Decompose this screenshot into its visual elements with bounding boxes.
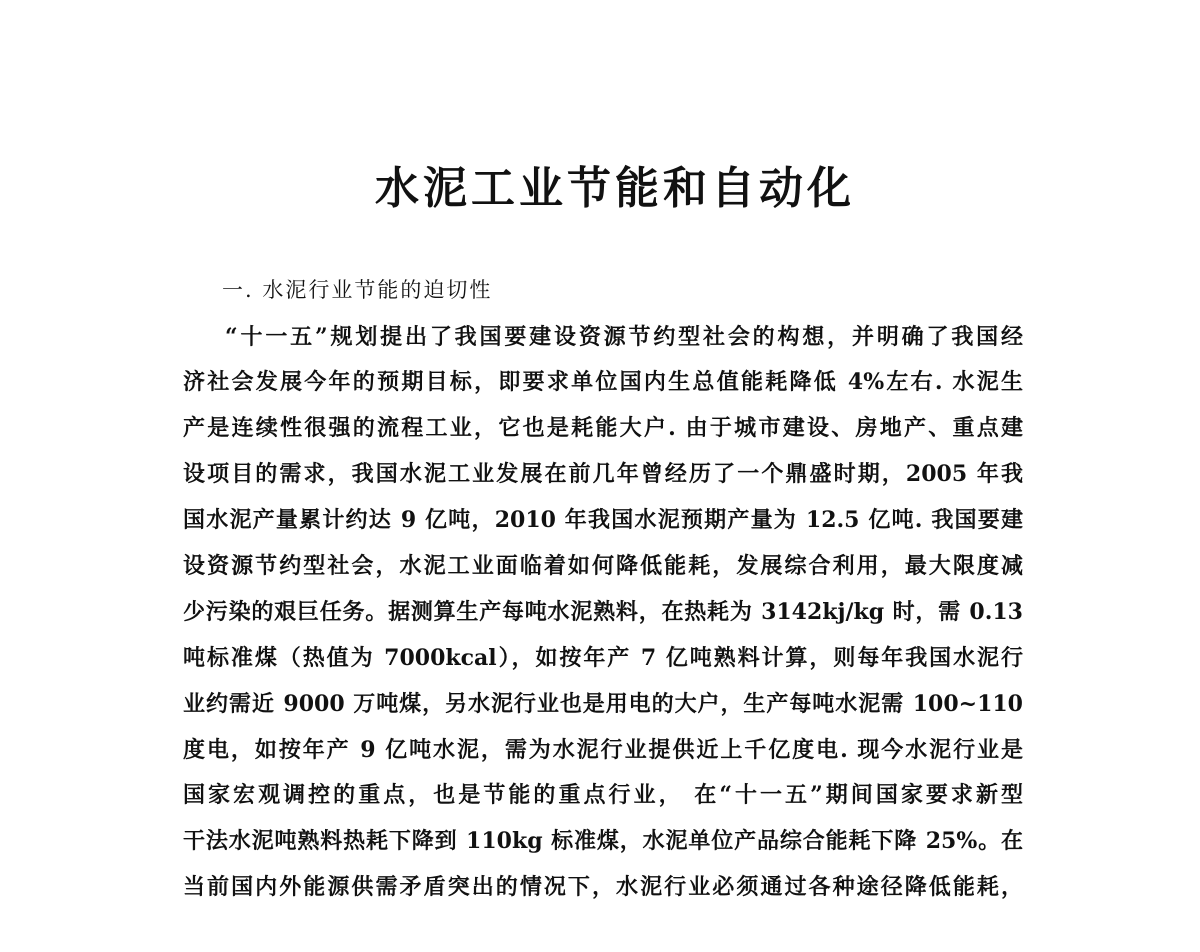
paragraph-line: 产是连续性很强的流程工业，它也是耗能大户. 由于城市建设、房地产、重点建 (183, 415, 1023, 441)
paragraph-line: 少污染的艰巨任务。据测算生产每吨水泥熟料，在热耗为 3142kj/kg 时，需 0.13 (183, 599, 1023, 625)
paragraph-line: 设项目的需求，我国水泥工业发展在前几年曾经历了一个鼎盛时期，2005 年我 (183, 461, 1023, 487)
paragraph-line: 吨标准煤（热值为 7000kcal），如按年产 7 亿吨熟料计算，则每年我国水泥行 (183, 645, 1023, 671)
paragraph-line: 设资源节约型社会，水泥工业面临着如何降低能耗，发展综合利用，最大限度减 (183, 553, 1023, 579)
paragraph-line: 国水泥产量累计约达 9 亿吨，2010 年我国水泥预期产量为 12.5 亿吨. 我国要建 (183, 507, 1023, 533)
paragraph-line: 当前国内外能源供需矛盾突出的情况下，水泥行业必须通过各种途径降低能耗， (183, 874, 1023, 900)
paragraph-line: 业约需近 9000 万吨煤，另水泥行业也是用电的大户，生产每吨水泥需 100~110 (183, 691, 1023, 717)
paragraph-line: 济社会发展今年的预期目标，即要求单位国内生总值能耗降低 4%左右. 水泥生 (183, 369, 1023, 395)
section-heading: 一. 水泥行业节能的迫切性 (222, 278, 493, 302)
paragraph-line: 国家宏观调控的重点，也是节能的重点行业， 在“十一五”期间国家要求新型 (183, 782, 1023, 808)
paragraph-line: 干法水泥吨熟料热耗下降到 110kg 标准煤，水泥单位产品综合能耗下降 25%。在 (183, 828, 1023, 854)
paragraph-line: 度电，如按年产 9 亿吨水泥，需为水泥行业提供近上千亿度电. 现今水泥行业是 (183, 737, 1023, 763)
document-title: 水泥工业节能和自动化 (375, 163, 855, 214)
paragraph-line: “十一五”规划提出了我国要建设资源节约型社会的构想，并明确了我国经 (225, 324, 1023, 350)
